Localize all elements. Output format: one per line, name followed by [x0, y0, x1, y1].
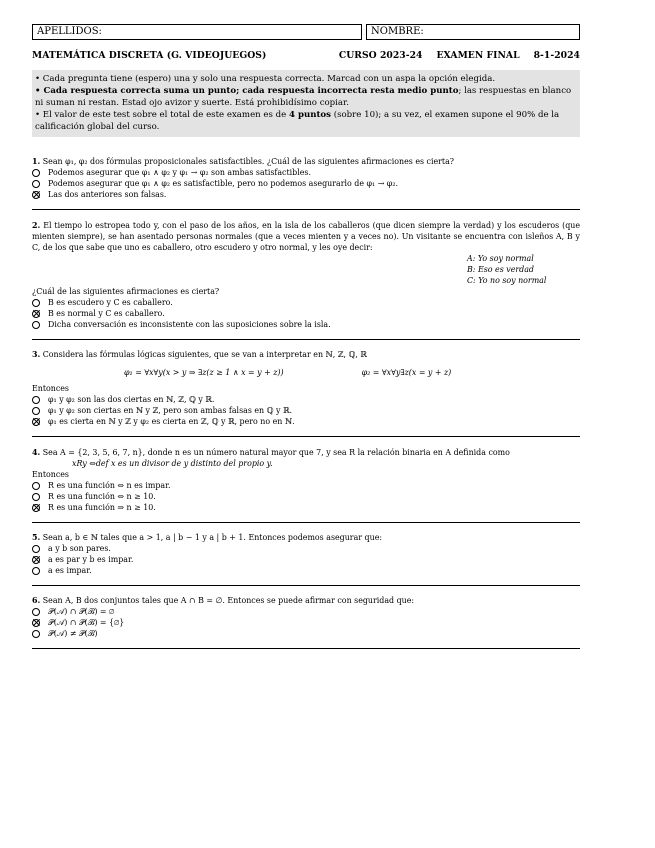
- answer-option-text: Las dos anteriores son falsas.: [48, 190, 167, 199]
- separator-rule: [32, 648, 580, 649]
- answer-radio[interactable]: [32, 545, 40, 553]
- answer-option-text: Dicha conversación es inconsistente con las suposiciones sobre la isla.: [48, 320, 331, 329]
- instruction-2-bold: • Cada respuesta correcta suma un punto; cada respuesta incorrecta resta medio punto: [35, 86, 459, 96]
- answer-radio[interactable]: [32, 608, 40, 616]
- question-6: [32, 595, 580, 639]
- answer-option-text: a es par y b es impar.: [48, 555, 134, 564]
- question-stem: [32, 447, 580, 458]
- question-number: 6.: [32, 596, 41, 605]
- answer-option-text: φ₁ y φ₂ son ciertas en ℕ y ℤ, pero son ambas falsas en ℚ y ℝ.: [48, 406, 293, 415]
- answer-option[interactable]: [32, 297, 580, 308]
- answer-option-text: Podemos asegurar que φ₁ ∧ φ₂ y φ₁ → φ₂ son ambas satisfactibles.: [48, 168, 311, 177]
- instruction-3-a: • El valor de este test sobre el total de este examen es de: [35, 110, 289, 120]
- answer-option[interactable]: [32, 167, 580, 178]
- answer-option-text: Podemos asegurar que φ₁ ∧ φ₂ es satisfactible, pero no podemos asegurarlo de φ₁ → φ₂.: [48, 179, 399, 188]
- answer-option[interactable]: [32, 606, 580, 617]
- exam-header: [32, 50, 580, 61]
- answer-option-text: a y b son pares.: [48, 544, 111, 553]
- answer-radio[interactable]: [32, 482, 40, 490]
- question-stem: [32, 220, 580, 253]
- separator-rule: [32, 585, 580, 586]
- answer-radio[interactable]: [32, 567, 40, 575]
- answer-option-text: φ₁ y φ₂ son las dos ciertas en ℕ, ℤ, ℚ y ℝ.: [48, 395, 215, 404]
- question-number: 3.: [32, 350, 41, 359]
- instruction-2: [35, 85, 577, 109]
- question-lead: Entonces: [32, 384, 69, 393]
- instruction-3-bold: 4 puntos: [288, 110, 331, 120]
- answer-option[interactable]: [32, 394, 580, 405]
- answer-option[interactable]: [32, 565, 580, 576]
- answer-radio[interactable]: [32, 169, 40, 177]
- surname-label: APELLIDOS:: [37, 26, 102, 37]
- answer-option[interactable]: [32, 491, 580, 502]
- answer-radio[interactable]: [32, 630, 40, 638]
- answer-option-text: 𝒫(𝒜) ≠ 𝒫(ℬ): [48, 629, 98, 638]
- answer-option[interactable]: [32, 319, 580, 330]
- answer-option-text: R es una función ⇔ n es impar.: [48, 481, 171, 490]
- answer-radio[interactable]: [32, 418, 40, 426]
- question-stem: [32, 349, 580, 360]
- islander-statements: [467, 253, 580, 286]
- separator-rule: [32, 436, 580, 437]
- answer-option-text: B es escudero y C es caballero.: [48, 298, 173, 307]
- answer-option-text: R es una función ⇒ n ≥ 10.: [48, 503, 156, 512]
- question-number: 1.: [32, 157, 41, 166]
- answer-option-text: 𝒫(𝒜) ∩ 𝒫(ℬ) = {∅}: [48, 618, 125, 627]
- question-number: 4.: [32, 448, 41, 457]
- answer-radio[interactable]: [32, 299, 40, 307]
- statement-b: B: Eso es verdad: [467, 265, 534, 274]
- answer-radio[interactable]: [32, 180, 40, 188]
- answer-option[interactable]: [32, 178, 580, 189]
- question-text: Sea A = {2, 3, 5, 6, 7, n}, donde n es un número natural mayor que 7, y sea R la relación binaria en A definida como: [42, 448, 510, 457]
- answer-option[interactable]: [32, 502, 580, 513]
- question-stem: [32, 532, 580, 543]
- answer-radio[interactable]: [32, 191, 40, 199]
- question-5: [32, 532, 580, 576]
- answer-option[interactable]: [32, 554, 580, 565]
- answer-radio[interactable]: [32, 493, 40, 501]
- statement-c: C: Yo no soy normal: [467, 276, 547, 285]
- question-text: Sean A, B dos conjuntos tales que A ∩ B = ∅. Entonces se puede afirmar con seguridad que:: [42, 596, 415, 605]
- answer-option[interactable]: [32, 405, 580, 416]
- answer-option-text: R es una función ⇔ n ≥ 10.: [48, 492, 156, 501]
- answer-option[interactable]: [32, 189, 580, 200]
- question-number: 2.: [32, 221, 41, 230]
- course-label: CURSO 2023-24: [338, 50, 423, 61]
- question-prompt: ¿Cuál de las siguientes afirmaciones es cierta?: [32, 287, 220, 296]
- exam-label: EXAMEN FINAL: [436, 50, 520, 61]
- question-text: Considera las fórmulas lógicas siguientes, que se van a interpretar en ℕ, ℤ, ℚ, ℝ: [42, 350, 367, 359]
- question-2: [32, 220, 580, 330]
- relation-definition: xRy ⇔def x es un divisor de y distinto del propio y.: [72, 459, 273, 468]
- name-field[interactable]: [366, 24, 580, 40]
- answer-radio[interactable]: [32, 321, 40, 329]
- exam-page: [32, 24, 580, 649]
- answer-option[interactable]: [32, 416, 580, 427]
- question-3: [32, 349, 580, 427]
- formula-phi1: φ₁ = ∀x∀y(x > y ⇒ ∃z(z ≥ 1 ∧ x = y + z)): [124, 367, 284, 377]
- answer-option-text: B es normal y C es caballero.: [48, 309, 165, 318]
- instruction-3: [35, 109, 577, 133]
- question-4: [32, 447, 580, 513]
- question-text: El tiempo lo estropea todo y, con el paso de los años, en la isla de los caballeros (que dicen siempre la verdad) y los escuderos (que mienten siempre), se han asentado personas normales (que a veces mienten y a veces no). Un visitante se encuentra con isleños A, B y C, de los que sabe que uno es caballero, otro escudero y otro normal, y les oye decir:: [32, 221, 581, 252]
- answer-option[interactable]: [32, 617, 580, 628]
- formula-phi2: φ₂ = ∀x∀y∃z(x = y + z): [361, 367, 452, 377]
- statement-a: A: Yo soy normal: [467, 254, 534, 263]
- question-number: 5.: [32, 533, 41, 542]
- answer-radio[interactable]: [32, 504, 40, 512]
- question-1: [32, 156, 580, 200]
- answer-radio[interactable]: [32, 556, 40, 564]
- answer-option[interactable]: [32, 480, 580, 491]
- instruction-1: • Cada pregunta tiene (espero) una y solo una respuesta correcta. Marcad con un aspa la opción elegida.: [35, 74, 496, 84]
- formulas-row: [32, 364, 580, 380]
- question-text: Sean φ₁, φ₂ dos fórmulas proposicionales satisfactibles. ¿Cuál de las siguientes afirmaciones es cierta?: [42, 157, 455, 166]
- answer-option[interactable]: [32, 628, 580, 639]
- question-stem: [32, 156, 580, 167]
- question-text: Sean a, b ∈ ℕ tales que a > 1, a | b − 1 y a | b + 1. Entonces podemos asegurar que:: [42, 533, 383, 542]
- question-lead: Entonces: [32, 470, 69, 479]
- separator-rule: [32, 522, 580, 523]
- student-fields: [32, 24, 580, 40]
- instruction-2-rest: ; las respuestas en blanco ni suman ni restan. Estad ojo avizor y suerte. Está prohibidísimo copiar.: [35, 86, 572, 108]
- answer-option[interactable]: [32, 308, 580, 319]
- answer-option-text: a es impar.: [48, 566, 92, 575]
- subject-title: MATEMÁTICA DISCRETA (G. VIDEOJUEGOS): [32, 50, 267, 61]
- instructions-box: [32, 70, 580, 137]
- separator-rule: [32, 339, 580, 340]
- answer-radio[interactable]: [32, 396, 40, 404]
- answer-option-text: 𝒫(𝒜) ∩ 𝒫(ℬ) = ∅: [48, 607, 115, 616]
- answer-option[interactable]: [32, 543, 580, 554]
- surname-field[interactable]: [32, 24, 362, 40]
- instruction-3-b: (sobre 10); a su vez, el examen supone el 90% de la calificación global del curso.: [35, 110, 560, 132]
- exam-date: 8-1-2024: [533, 50, 580, 61]
- name-label: NOMBRE:: [371, 26, 424, 37]
- answer-radio[interactable]: [32, 407, 40, 415]
- separator-rule: [32, 209, 580, 210]
- question-stem: [32, 595, 580, 606]
- answer-option-text: φ₁ es cierta en ℕ y ℤ y φ₂ es cierta en ℤ, ℚ y ℝ, pero no en ℕ.: [48, 417, 295, 426]
- answer-radio[interactable]: [32, 310, 40, 318]
- answer-radio[interactable]: [32, 619, 40, 627]
